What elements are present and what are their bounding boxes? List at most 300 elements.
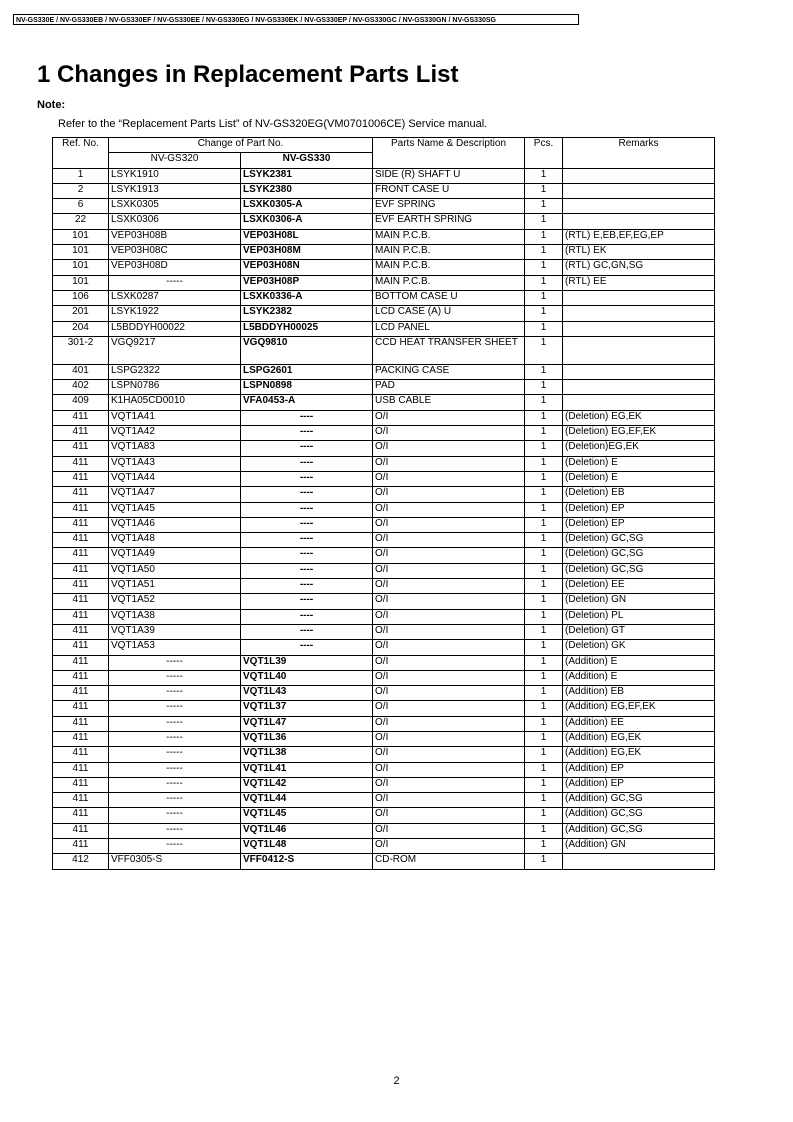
cell-description: O/I <box>373 517 525 532</box>
cell-ref-no: 6 <box>53 199 109 214</box>
cell-ref-no: 411 <box>53 609 109 624</box>
table-row <box>53 456 715 471</box>
cell-old-part-no: L5BDDYH00022 <box>109 321 241 336</box>
table-row <box>53 183 715 198</box>
cell-pcs: 1 <box>525 245 563 260</box>
cell-old-part-no: LSXK0306 <box>109 214 241 229</box>
cell-new-part-no: VGQ9810 <box>241 336 373 364</box>
cell-old-part-no: ----- <box>109 777 241 792</box>
cell-ref-no: 22 <box>53 214 109 229</box>
note-label: Note: <box>37 99 66 111</box>
cell-ref-no: 411 <box>53 670 109 685</box>
cell-new-part-no: ---- <box>241 609 373 624</box>
cell-description: FRONT CASE U <box>373 183 525 198</box>
table-row <box>53 533 715 548</box>
cell-ref-no: 106 <box>53 290 109 305</box>
cell-new-part-no: ---- <box>241 548 373 563</box>
table-row <box>53 426 715 441</box>
table-row <box>53 336 715 364</box>
cell-description: O/I <box>373 471 525 486</box>
cell-new-part-no: LSYK2382 <box>241 306 373 321</box>
cell-description: O/I <box>373 410 525 425</box>
cell-new-part-no: LSPG2601 <box>241 364 373 379</box>
cell-new-part-no: ---- <box>241 426 373 441</box>
cell-ref-no: 201 <box>53 306 109 321</box>
table-row <box>53 854 715 869</box>
cell-new-part-no: VEP03H08L <box>241 229 373 244</box>
table-row <box>53 395 715 410</box>
cell-description: O/I <box>373 487 525 502</box>
cell-ref-no: 412 <box>53 854 109 869</box>
page-number: 2 <box>393 1075 400 1087</box>
cell-old-part-no: VFF0305-S <box>109 854 241 869</box>
cell-ref-no: 411 <box>53 487 109 502</box>
cell-ref-no: 101 <box>53 275 109 290</box>
cell-description: O/I <box>373 747 525 762</box>
cell-pcs: 1 <box>525 640 563 655</box>
cell-old-part-no: VQT1A38 <box>109 609 241 624</box>
cell-new-part-no: LSXK0305-A <box>241 199 373 214</box>
cell-ref-no: 411 <box>53 777 109 792</box>
cell-pcs: 1 <box>525 701 563 716</box>
table-row <box>53 823 715 838</box>
table-row <box>53 655 715 670</box>
cell-description: O/I <box>373 579 525 594</box>
model-list-header: NV-GS330E / NV-GS330EB / NV-GS330EF / NV-GS330EE / NV-GS330EG / NV-GS330EK / NV-GS330EP / NV-GS330GC / NV-GS330GN / NV-GS330SG <box>13 14 579 25</box>
cell-pcs: 1 <box>525 823 563 838</box>
cell-pcs: 1 <box>525 579 563 594</box>
cell-new-part-no: VQT1L42 <box>241 777 373 792</box>
cell-ref-no: 101 <box>53 260 109 275</box>
cell-pcs: 1 <box>525 686 563 701</box>
cell-new-part-no: LSPN0898 <box>241 380 373 395</box>
cell-pcs: 1 <box>525 168 563 183</box>
cell-new-part-no: VQT1L40 <box>241 670 373 685</box>
cell-pcs: 1 <box>525 594 563 609</box>
cell-pcs: 1 <box>525 456 563 471</box>
table-row <box>53 245 715 260</box>
cell-remarks: (Deletion) GN <box>563 594 715 609</box>
cell-description: EVF EARTH SPRING <box>373 214 525 229</box>
cell-ref-no: 411 <box>53 686 109 701</box>
cell-remarks <box>563 321 715 336</box>
cell-old-part-no: VQT1A51 <box>109 579 241 594</box>
cell-new-part-no: ---- <box>241 456 373 471</box>
cell-pcs: 1 <box>525 670 563 685</box>
cell-pcs: 1 <box>525 487 563 502</box>
cell-new-part-no: VQT1L47 <box>241 716 373 731</box>
cell-description: O/I <box>373 441 525 456</box>
page-title: 1 Changes in Replacement Parts List <box>37 61 459 88</box>
cell-old-part-no: ----- <box>109 655 241 670</box>
cell-description: LCD CASE (A) U <box>373 306 525 321</box>
cell-pcs: 1 <box>525 655 563 670</box>
cell-pcs: 1 <box>525 336 563 364</box>
cell-ref-no: 411 <box>53 640 109 655</box>
cell-ref-no: 411 <box>53 747 109 762</box>
cell-old-part-no: ----- <box>109 839 241 854</box>
header-pcs: Pcs. <box>525 138 563 169</box>
cell-remarks: (Addition) GN <box>563 839 715 854</box>
table-row <box>53 410 715 425</box>
header-ref-no: Ref. No. <box>53 138 109 169</box>
cell-ref-no: 411 <box>53 502 109 517</box>
cell-old-part-no: VQT1A48 <box>109 533 241 548</box>
cell-pcs: 1 <box>525 260 563 275</box>
cell-remarks: (Deletion) EB <box>563 487 715 502</box>
cell-old-part-no: ----- <box>109 747 241 762</box>
cell-description: O/I <box>373 823 525 838</box>
cell-new-part-no: VFA0453-A <box>241 395 373 410</box>
cell-new-part-no: L5BDDYH00025 <box>241 321 373 336</box>
cell-new-part-no: ---- <box>241 410 373 425</box>
cell-remarks <box>563 336 715 364</box>
cell-new-part-no: ---- <box>241 594 373 609</box>
cell-pcs: 1 <box>525 502 563 517</box>
table-row <box>53 441 715 456</box>
cell-remarks <box>563 395 715 410</box>
cell-new-part-no: LSXK0306-A <box>241 214 373 229</box>
cell-description: MAIN P.C.B. <box>373 245 525 260</box>
cell-pcs: 1 <box>525 793 563 808</box>
cell-old-part-no: ----- <box>109 701 241 716</box>
table-row <box>53 716 715 731</box>
cell-ref-no: 411 <box>53 808 109 823</box>
cell-old-part-no: ----- <box>109 762 241 777</box>
cell-remarks <box>563 183 715 198</box>
cell-ref-no: 301-2 <box>53 336 109 364</box>
cell-pcs: 1 <box>525 517 563 532</box>
cell-remarks: (Deletion) PL <box>563 609 715 624</box>
cell-description: O/I <box>373 808 525 823</box>
cell-description: USB CABLE <box>373 395 525 410</box>
cell-description: CD-ROM <box>373 854 525 869</box>
cell-ref-no: 411 <box>53 731 109 746</box>
cell-new-part-no: VQT1L43 <box>241 686 373 701</box>
cell-old-part-no: VQT1A42 <box>109 426 241 441</box>
parts-table-body <box>53 168 715 869</box>
cell-new-part-no: VEP03H08N <box>241 260 373 275</box>
cell-remarks: (Deletion) GT <box>563 624 715 639</box>
cell-remarks <box>563 168 715 183</box>
cell-remarks: (Addition) E <box>563 670 715 685</box>
cell-description: PACKING CASE <box>373 364 525 379</box>
table-row <box>53 747 715 762</box>
cell-description: O/I <box>373 777 525 792</box>
cell-remarks: (Deletion) EE <box>563 579 715 594</box>
cell-description: O/I <box>373 731 525 746</box>
cell-remarks: (Addition) GC,SG <box>563 808 715 823</box>
cell-ref-no: 411 <box>53 563 109 578</box>
cell-new-part-no: ---- <box>241 441 373 456</box>
cell-description: SIDE (R) SHAFT U <box>373 168 525 183</box>
cell-remarks <box>563 306 715 321</box>
table-row <box>53 364 715 379</box>
cell-old-part-no: VEP03H08B <box>109 229 241 244</box>
cell-description: MAIN P.C.B. <box>373 229 525 244</box>
cell-ref-no: 411 <box>53 716 109 731</box>
cell-old-part-no: LSPG2322 <box>109 364 241 379</box>
cell-new-part-no: VQT1L41 <box>241 762 373 777</box>
table-row <box>53 731 715 746</box>
cell-ref-no: 1 <box>53 168 109 183</box>
cell-remarks <box>563 380 715 395</box>
cell-new-part-no: ---- <box>241 533 373 548</box>
cell-ref-no: 411 <box>53 456 109 471</box>
cell-remarks: (Deletion) E <box>563 471 715 486</box>
cell-ref-no: 411 <box>53 839 109 854</box>
cell-new-part-no: VQT1L37 <box>241 701 373 716</box>
cell-old-part-no: VQT1A53 <box>109 640 241 655</box>
cell-pcs: 1 <box>525 777 563 792</box>
cell-description: O/I <box>373 762 525 777</box>
cell-remarks: (Deletion) EP <box>563 502 715 517</box>
table-row <box>53 624 715 639</box>
cell-pcs: 1 <box>525 609 563 624</box>
cell-new-part-no: ---- <box>241 487 373 502</box>
cell-new-part-no: VFF0412-S <box>241 854 373 869</box>
cell-pcs: 1 <box>525 290 563 305</box>
table-row <box>53 670 715 685</box>
table-row <box>53 214 715 229</box>
table-row <box>53 471 715 486</box>
cell-new-part-no: ---- <box>241 640 373 655</box>
cell-description: MAIN P.C.B. <box>373 260 525 275</box>
cell-pcs: 1 <box>525 321 563 336</box>
cell-description: MAIN P.C.B. <box>373 275 525 290</box>
cell-new-part-no: VQT1L38 <box>241 747 373 762</box>
cell-old-part-no: VQT1A50 <box>109 563 241 578</box>
cell-ref-no: 411 <box>53 594 109 609</box>
cell-pcs: 1 <box>525 747 563 762</box>
cell-pcs: 1 <box>525 441 563 456</box>
cell-ref-no: 411 <box>53 533 109 548</box>
header-change-of-part-no: Change of Part No. <box>109 138 373 153</box>
cell-new-part-no: VQT1L46 <box>241 823 373 838</box>
cell-remarks: (RTL) EE <box>563 275 715 290</box>
cell-remarks: (Addition) EG,EK <box>563 731 715 746</box>
table-row <box>53 686 715 701</box>
cell-ref-no: 411 <box>53 579 109 594</box>
cell-pcs: 1 <box>525 275 563 290</box>
cell-ref-no: 411 <box>53 471 109 486</box>
cell-ref-no: 411 <box>53 548 109 563</box>
header-old-model: NV-GS320 <box>109 153 241 168</box>
cell-description: EVF SPRING <box>373 199 525 214</box>
table-row <box>53 260 715 275</box>
cell-pcs: 1 <box>525 199 563 214</box>
cell-pcs: 1 <box>525 214 563 229</box>
table-row <box>53 275 715 290</box>
cell-pcs: 1 <box>525 229 563 244</box>
cell-new-part-no: VEP03H08P <box>241 275 373 290</box>
cell-remarks: (RTL) GC,GN,SG <box>563 260 715 275</box>
cell-old-part-no: LSYK1910 <box>109 168 241 183</box>
cell-old-part-no: ----- <box>109 275 241 290</box>
table-row <box>53 517 715 532</box>
cell-remarks: (Deletion) GC,SG <box>563 563 715 578</box>
cell-pcs: 1 <box>525 380 563 395</box>
cell-remarks: (Deletion) EP <box>563 517 715 532</box>
cell-remarks <box>563 214 715 229</box>
cell-old-part-no: VQT1A47 <box>109 487 241 502</box>
cell-description: O/I <box>373 609 525 624</box>
cell-old-part-no: VQT1A49 <box>109 548 241 563</box>
cell-new-part-no: VQT1L36 <box>241 731 373 746</box>
cell-pcs: 1 <box>525 471 563 486</box>
cell-new-part-no: ---- <box>241 579 373 594</box>
table-row <box>53 701 715 716</box>
cell-new-part-no: ---- <box>241 471 373 486</box>
cell-pcs: 1 <box>525 395 563 410</box>
cell-new-part-no: LSYK2381 <box>241 168 373 183</box>
cell-old-part-no: VQT1A41 <box>109 410 241 425</box>
cell-ref-no: 411 <box>53 517 109 532</box>
cell-remarks <box>563 199 715 214</box>
cell-description: O/I <box>373 426 525 441</box>
cell-new-part-no: VQT1L44 <box>241 793 373 808</box>
cell-new-part-no: LSYK2380 <box>241 183 373 198</box>
cell-pcs: 1 <box>525 426 563 441</box>
cell-remarks: (RTL) EK <box>563 245 715 260</box>
header-remarks: Remarks <box>563 138 715 169</box>
cell-remarks: (Deletion)EG,EK <box>563 441 715 456</box>
cell-ref-no: 411 <box>53 426 109 441</box>
cell-ref-no: 411 <box>53 441 109 456</box>
cell-description: O/I <box>373 624 525 639</box>
cell-old-part-no: VQT1A44 <box>109 471 241 486</box>
cell-description: BOTTOM CASE U <box>373 290 525 305</box>
cell-old-part-no: VQT1A45 <box>109 502 241 517</box>
cell-ref-no: 411 <box>53 624 109 639</box>
table-row <box>53 168 715 183</box>
cell-ref-no: 101 <box>53 229 109 244</box>
cell-remarks <box>563 854 715 869</box>
cell-old-part-no: VQT1A83 <box>109 441 241 456</box>
cell-old-part-no: K1HA05CD0010 <box>109 395 241 410</box>
cell-old-part-no: ----- <box>109 793 241 808</box>
cell-pcs: 1 <box>525 624 563 639</box>
cell-description: LCD PANEL <box>373 321 525 336</box>
cell-description: O/I <box>373 456 525 471</box>
cell-pcs: 1 <box>525 548 563 563</box>
cell-old-part-no: ----- <box>109 716 241 731</box>
cell-description: O/I <box>373 640 525 655</box>
cell-remarks: (Deletion) GC,SG <box>563 533 715 548</box>
cell-pcs: 1 <box>525 839 563 854</box>
cell-remarks: (Addition) GC,SG <box>563 823 715 838</box>
cell-remarks: (Addition) GC,SG <box>563 793 715 808</box>
cell-description: O/I <box>373 716 525 731</box>
cell-remarks: (Deletion) E <box>563 456 715 471</box>
cell-ref-no: 411 <box>53 762 109 777</box>
table-row <box>53 229 715 244</box>
cell-description: O/I <box>373 502 525 517</box>
cell-remarks: (Addition) EP <box>563 762 715 777</box>
note-text: Refer to the “Replacement Parts List” of NV-GS320EG(VM0701006CE) Service manual. <box>58 118 488 130</box>
cell-old-part-no: LSYK1913 <box>109 183 241 198</box>
header-new-model: NV-GS330 <box>241 153 373 168</box>
cell-new-part-no: VEP03H08M <box>241 245 373 260</box>
cell-old-part-no: LSPN0786 <box>109 380 241 395</box>
cell-old-part-no: VQT1A52 <box>109 594 241 609</box>
cell-ref-no: 401 <box>53 364 109 379</box>
cell-old-part-no: ----- <box>109 731 241 746</box>
cell-pcs: 1 <box>525 183 563 198</box>
cell-remarks: (Addition) E <box>563 655 715 670</box>
cell-remarks: (Addition) EP <box>563 777 715 792</box>
table-row <box>53 640 715 655</box>
cell-pcs: 1 <box>525 410 563 425</box>
table-row <box>53 563 715 578</box>
cell-pcs: 1 <box>525 731 563 746</box>
cell-remarks: (RTL) E,EB,EF,EG,EP <box>563 229 715 244</box>
cell-ref-no: 411 <box>53 793 109 808</box>
table-row <box>53 762 715 777</box>
cell-pcs: 1 <box>525 808 563 823</box>
cell-pcs: 1 <box>525 762 563 777</box>
cell-remarks <box>563 364 715 379</box>
cell-ref-no: 411 <box>53 701 109 716</box>
table-row <box>53 594 715 609</box>
cell-new-part-no: VQT1L39 <box>241 655 373 670</box>
cell-pcs: 1 <box>525 306 563 321</box>
cell-ref-no: 402 <box>53 380 109 395</box>
replacement-parts-table <box>52 137 715 870</box>
cell-pcs: 1 <box>525 364 563 379</box>
cell-new-part-no: VQT1L45 <box>241 808 373 823</box>
table-row <box>53 321 715 336</box>
cell-pcs: 1 <box>525 563 563 578</box>
cell-old-part-no: VQT1A39 <box>109 624 241 639</box>
cell-old-part-no: ----- <box>109 808 241 823</box>
table-row <box>53 290 715 305</box>
cell-old-part-no: LSYK1922 <box>109 306 241 321</box>
cell-new-part-no: ---- <box>241 624 373 639</box>
cell-remarks: (Addition) EG,EK <box>563 747 715 762</box>
cell-remarks <box>563 290 715 305</box>
table-row <box>53 306 715 321</box>
cell-remarks: (Deletion) GC,SG <box>563 548 715 563</box>
cell-ref-no: 411 <box>53 410 109 425</box>
cell-old-part-no: VGQ9217 <box>109 336 241 364</box>
cell-remarks: (Addition) EB <box>563 686 715 701</box>
cell-old-part-no: VEP03H08D <box>109 260 241 275</box>
table-row <box>53 502 715 517</box>
cell-description: O/I <box>373 594 525 609</box>
cell-pcs: 1 <box>525 716 563 731</box>
cell-new-part-no: LSXK0336-A <box>241 290 373 305</box>
cell-old-part-no: VEP03H08C <box>109 245 241 260</box>
cell-pcs: 1 <box>525 854 563 869</box>
cell-ref-no: 204 <box>53 321 109 336</box>
cell-description: O/I <box>373 839 525 854</box>
cell-new-part-no: ---- <box>241 517 373 532</box>
cell-new-part-no: ---- <box>241 563 373 578</box>
table-row <box>53 548 715 563</box>
cell-remarks: (Deletion) GK <box>563 640 715 655</box>
cell-remarks: (Deletion) EG,EF,EK <box>563 426 715 441</box>
cell-description: O/I <box>373 686 525 701</box>
cell-ref-no: 2 <box>53 183 109 198</box>
cell-description: PAD <box>373 380 525 395</box>
cell-description: O/I <box>373 670 525 685</box>
cell-old-part-no: VQT1A46 <box>109 517 241 532</box>
cell-old-part-no: VQT1A43 <box>109 456 241 471</box>
cell-description: O/I <box>373 655 525 670</box>
cell-ref-no: 101 <box>53 245 109 260</box>
cell-remarks: (Deletion) EG,EK <box>563 410 715 425</box>
